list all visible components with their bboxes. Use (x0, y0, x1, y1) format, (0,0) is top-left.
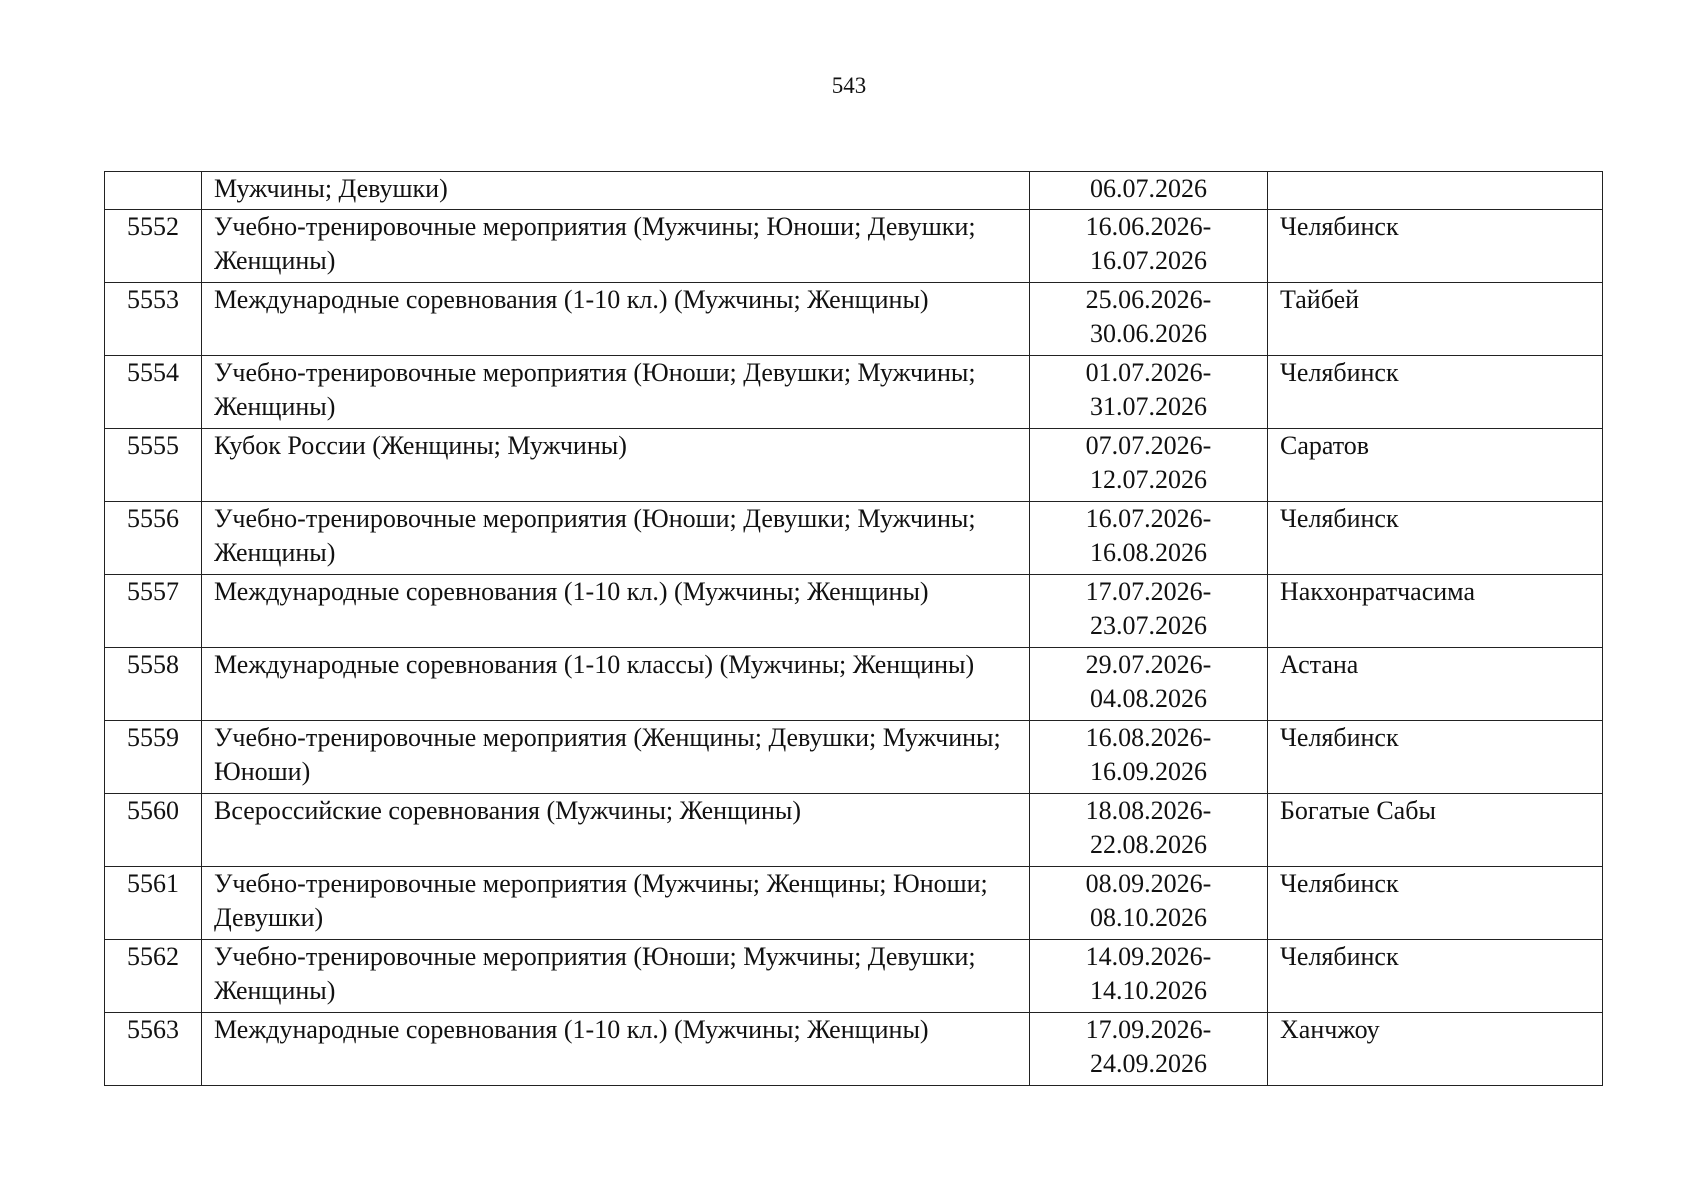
cell-dates: 07.07.2026-12.07.2026 (1030, 429, 1268, 502)
cell-event-name: Учебно-тренировочные мероприятия (Мужчины; Женщины; Юноши; Девушки) (202, 867, 1030, 940)
cell-dates: 25.06.2026-30.06.2026 (1030, 283, 1268, 356)
cell-number: 5552 (105, 210, 202, 283)
cell-number: 5556 (105, 502, 202, 575)
cell-number: 5562 (105, 940, 202, 1013)
cell-dates: 16.07.2026-16.08.2026 (1030, 502, 1268, 575)
table-row (105, 575, 1603, 648)
cell-event-name: Мужчины; Девушки) (202, 172, 1030, 210)
table-row (105, 283, 1603, 356)
events-table-body (105, 172, 1603, 1086)
cell-number: 5560 (105, 794, 202, 867)
cell-dates: 18.08.2026-22.08.2026 (1030, 794, 1268, 867)
cell-number: 5558 (105, 648, 202, 721)
table-row (105, 210, 1603, 283)
cell-place: Тайбей (1268, 283, 1603, 356)
cell-place: Накхонратчасима (1268, 575, 1603, 648)
cell-dates: 17.09.2026-24.09.2026 (1030, 1013, 1268, 1086)
table-row (105, 502, 1603, 575)
cell-place: Богатые Сабы (1268, 794, 1603, 867)
table-row (105, 356, 1603, 429)
cell-event-name: Учебно-тренировочные мероприятия (Юноши; Девушки; Мужчины; Женщины) (202, 502, 1030, 575)
table-row (105, 940, 1603, 1013)
cell-event-name: Учебно-тренировочные мероприятия (Женщины; Девушки; Мужчины; Юноши) (202, 721, 1030, 794)
table-row (105, 867, 1603, 940)
cell-number: 5555 (105, 429, 202, 502)
cell-dates: 17.07.2026-23.07.2026 (1030, 575, 1268, 648)
table-row (105, 1013, 1603, 1086)
table-row (105, 429, 1603, 502)
cell-event-name: Учебно-тренировочные мероприятия (Юноши; Девушки; Мужчины; Женщины) (202, 356, 1030, 429)
cell-event-name: Всероссийские соревнования (Мужчины; Женщины) (202, 794, 1030, 867)
cell-dates: 16.06.2026-16.07.2026 (1030, 210, 1268, 283)
cell-event-name: Кубок России (Женщины; Мужчины) (202, 429, 1030, 502)
cell-event-name: Международные соревнования (1-10 кл.) (Мужчины; Женщины) (202, 1013, 1030, 1086)
cell-place: Челябинск (1268, 940, 1603, 1013)
cell-place: Челябинск (1268, 867, 1603, 940)
cell-event-name: Учебно-тренировочные мероприятия (Юноши; Мужчины; Девушки; Женщины) (202, 940, 1030, 1013)
cell-dates: 06.07.2026 (1030, 172, 1268, 210)
table-row (105, 794, 1603, 867)
cell-place: Ханчжоу (1268, 1013, 1603, 1086)
cell-number: 5559 (105, 721, 202, 794)
events-table (104, 171, 1603, 1086)
cell-event-name: Учебно-тренировочные мероприятия (Мужчины; Юноши; Девушки; Женщины) (202, 210, 1030, 283)
cell-place: Астана (1268, 648, 1603, 721)
cell-dates: 16.08.2026-16.09.2026 (1030, 721, 1268, 794)
cell-place: Челябинск (1268, 721, 1603, 794)
cell-event-name: Международные соревнования (1-10 кл.) (Мужчины; Женщины) (202, 283, 1030, 356)
cell-number: 5561 (105, 867, 202, 940)
cell-dates: 08.09.2026-08.10.2026 (1030, 867, 1268, 940)
cell-place: Челябинск (1268, 502, 1603, 575)
cell-number: 5553 (105, 283, 202, 356)
table-row (105, 721, 1603, 794)
table-row-continuation (105, 172, 1603, 210)
cell-place: Челябинск (1268, 210, 1603, 283)
cell-number: 5557 (105, 575, 202, 648)
cell-dates: 29.07.2026-04.08.2026 (1030, 648, 1268, 721)
cell-number (105, 172, 202, 210)
cell-event-name: Международные соревнования (1-10 кл.) (Мужчины; Женщины) (202, 575, 1030, 648)
cell-place: Челябинск (1268, 356, 1603, 429)
cell-event-name: Международные соревнования (1-10 классы) (Мужчины; Женщины) (202, 648, 1030, 721)
page-number: 543 (831, 73, 867, 98)
cell-place: Саратов (1268, 429, 1603, 502)
cell-dates: 14.09.2026-14.10.2026 (1030, 940, 1268, 1013)
cell-place (1268, 172, 1603, 210)
cell-number: 5554 (105, 356, 202, 429)
cell-dates: 01.07.2026-31.07.2026 (1030, 356, 1268, 429)
cell-number: 5563 (105, 1013, 202, 1086)
table-row (105, 648, 1603, 721)
